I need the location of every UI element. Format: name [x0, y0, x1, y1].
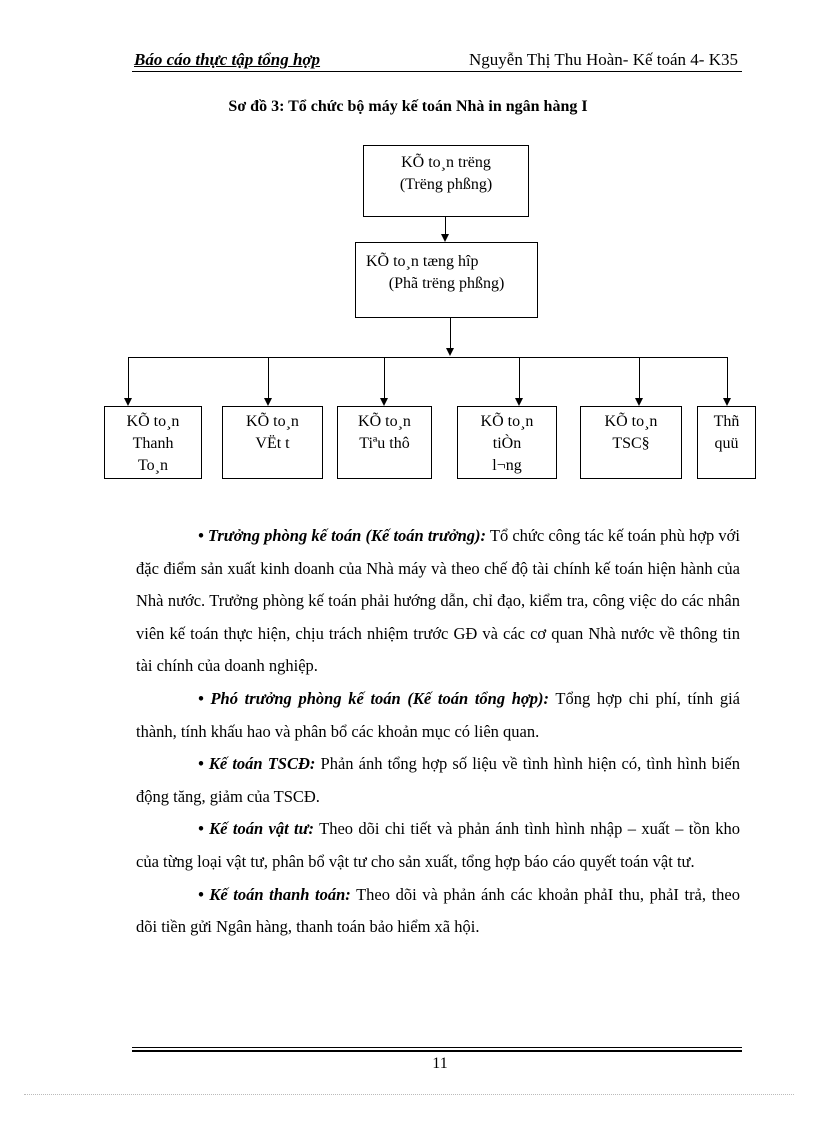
- box-line: KÕ to¸n: [604, 413, 658, 430]
- box-line: To¸n: [138, 457, 168, 474]
- box-line: quü: [714, 435, 739, 452]
- connector-line: [128, 357, 129, 399]
- box-line: Tiªu thô: [359, 435, 410, 452]
- connector-arrow: [515, 398, 523, 406]
- page-header: [132, 50, 742, 72]
- page-break-line: [24, 1094, 794, 1095]
- paragraph-heading: • Kế toán TSCĐ:: [198, 754, 316, 774]
- box-line: KÕ to¸n: [358, 413, 411, 430]
- connector-line: [450, 318, 451, 350]
- paragraph-heading: • Kế toán vật tư:: [198, 819, 315, 839]
- chart-box-chief-accountant: [363, 145, 529, 217]
- paragraph-heading: • Trưởng phòng kế toán (Kế toán trưởng):: [198, 526, 487, 545]
- connector-line: [384, 357, 385, 399]
- paragraph-payments: [136, 879, 740, 944]
- box-line: Thanh: [132, 435, 174, 452]
- box-line: KÕ to¸n trëng: [401, 154, 491, 171]
- paragraph-body: Theo dõi chi tiết và phản ánh tình hình nhập – xuất – tồn kho của từng loại vật tư, phân bổ vật tư cho sản xuất, tổng hợp báo cáo quyết toán vật tư.: [136, 819, 740, 871]
- connector-arrow: [264, 398, 272, 406]
- paragraph-body: Tổng hợp chi phí, tính giá thành, tính khấu hao và phân bổ các khoản mục có liên quan.: [136, 688, 740, 741]
- connector-arrow: [635, 398, 643, 406]
- connector-arrow: [380, 398, 388, 406]
- footer-rule: [132, 1050, 742, 1052]
- box-line: KÕ to¸n: [480, 413, 534, 430]
- connector-arrow: [124, 398, 132, 406]
- box-line: KÕ to¸n: [126, 413, 180, 430]
- box-line: KÕ to¸n tæng hîp: [366, 253, 479, 270]
- header-report-title: Báo cáo thực tập tổng hợp: [134, 50, 321, 69]
- paragraph-body: Tổ chức công tác kế toán phù hợp với đặc điểm sản xuất kinh doanh của Nhà máy và theo chế độ tài chính kế toán hiện hành của Nhà nước. Trưởng phòng kế toán phải hướng dẫn, chỉ đạo, kiểm tra, công việc do các nhân viên kế toán thực hiện, chịu trách nhiệm trước GĐ và các cơ quan Nhà nước về thông tin tài chính của doanh nghiệp.: [136, 526, 740, 676]
- header-rule: [132, 71, 742, 72]
- chart-box-sales-accountant: [337, 406, 432, 479]
- chart-box-general-accountant: [355, 242, 538, 318]
- diagram-title: Sơ đồ 3: Tổ chức bộ máy kế toán Nhà in ngân hàng I: [228, 98, 588, 115]
- box-line: (Trëng phßng): [399, 176, 493, 193]
- paragraph-body: Phản ánh tổng hợp số liệu về tình hình hiện có, tình hình biến động tăng, giảm của TSCĐ.: [136, 754, 740, 806]
- chart-box-fixed-assets-accountant: [580, 406, 682, 479]
- box-line: l¬ng: [492, 457, 522, 474]
- connector-line: [268, 357, 269, 399]
- box-line: TSC§: [612, 435, 650, 452]
- box-line: Thñ: [713, 413, 740, 430]
- paragraph-heading: • Kế toán thanh toán:: [198, 884, 351, 904]
- paragraph-fixed-assets: [136, 748, 740, 813]
- chart-box-materials-accountant: [222, 406, 323, 479]
- connector-arrow: [441, 234, 449, 242]
- paragraph-heading: • Phó trưởng phòng kế toán (Kế toán tổng hợp):: [198, 688, 550, 708]
- connector-line: [727, 357, 728, 399]
- box-line: tiÒn: [492, 435, 522, 452]
- connector-line: [639, 357, 640, 399]
- connector-bus: [128, 357, 727, 358]
- paragraph-chief-accountant: [136, 520, 740, 683]
- box-line: (Phã trëng phßng): [388, 275, 505, 292]
- chart-box-payroll-accountant: [457, 406, 557, 479]
- connector-arrow: [446, 348, 454, 356]
- footer-rule: [132, 1047, 742, 1048]
- page-number: 11: [432, 1055, 448, 1072]
- box-line: VËt t: [255, 435, 290, 452]
- connector-arrow: [723, 398, 731, 406]
- chart-box-payment-accountant: [104, 406, 202, 479]
- connector-line: [519, 357, 520, 399]
- header-author: Nguyễn Thị Thu Hoàn- Kế toán 4- K35: [469, 50, 738, 69]
- paragraph-body: Theo dõi và phản ánh các khoản phảI thu, phảI trả, theo dõi tiền gửi Ngân hàng, thanh toán bảo hiểm xã hội.: [136, 884, 740, 937]
- body-text: [136, 520, 740, 944]
- box-line: KÕ to¸n: [246, 413, 299, 430]
- paragraph-materials: [136, 813, 740, 878]
- paragraph-deputy-accountant: [136, 683, 740, 748]
- chart-box-cashier: [697, 406, 756, 479]
